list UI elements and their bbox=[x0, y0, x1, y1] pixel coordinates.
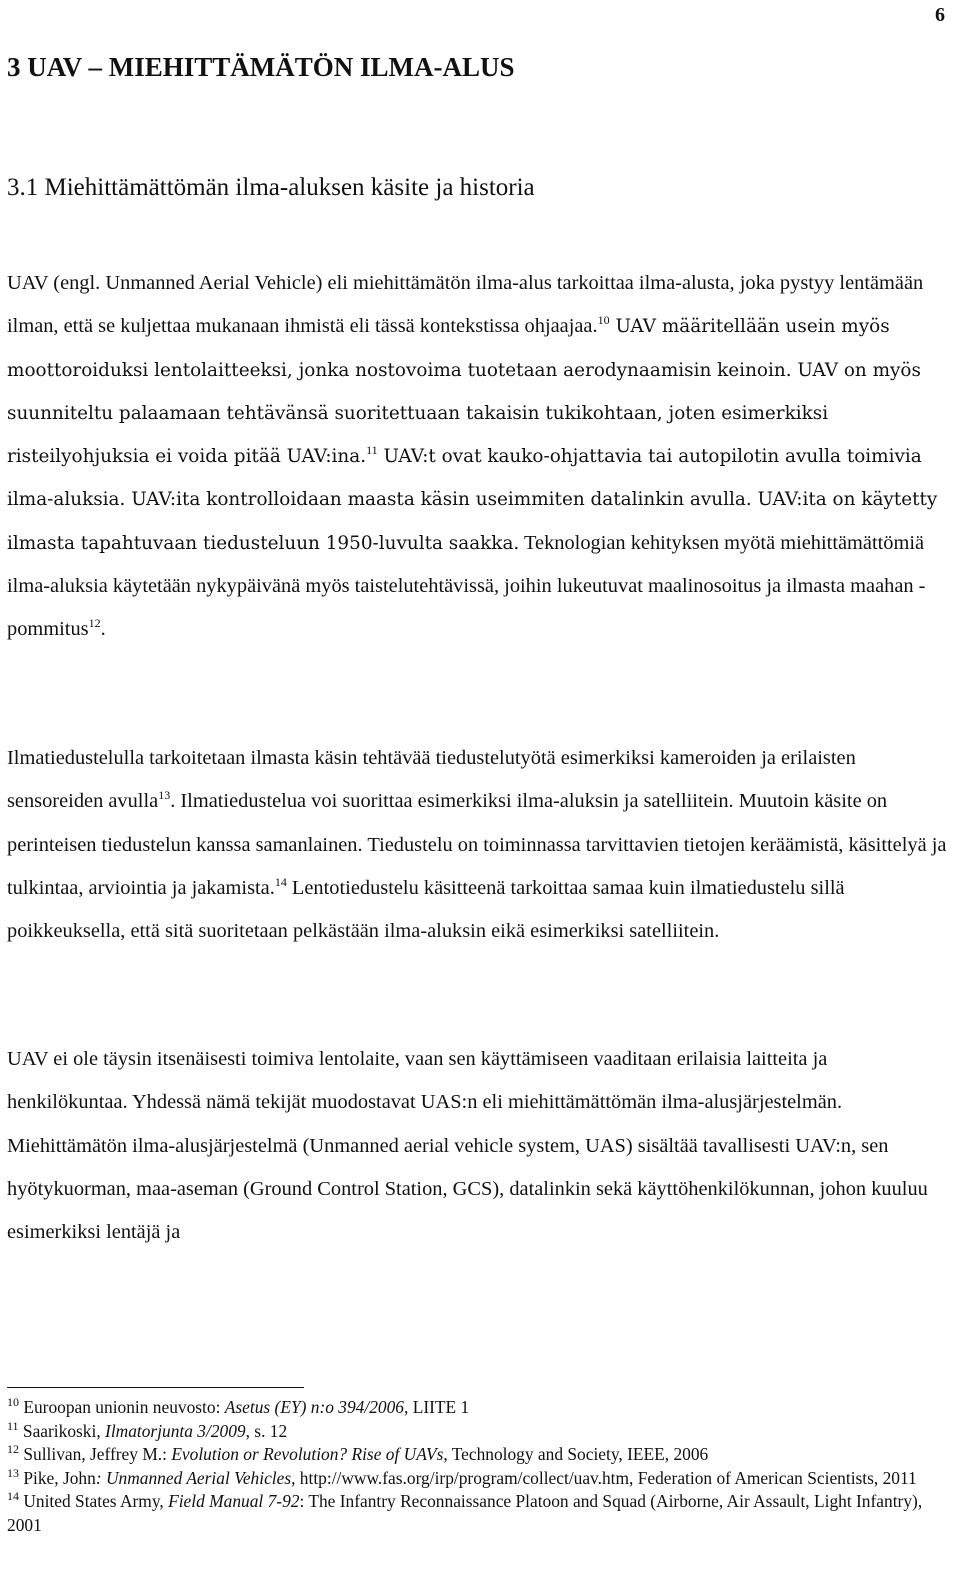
chapter-heading: 3 UAV – MIEHITTÄMÄTÖN ILMA-ALUS bbox=[7, 52, 515, 82]
page-number: 6 bbox=[935, 4, 945, 26]
paragraph-2 bbox=[7, 737, 947, 953]
paragraph-1-text-e: . bbox=[100, 618, 106, 641]
footnote-text: Pike, John bbox=[19, 1467, 96, 1488]
paragraph-2-text-b: . Ilmatiedustelua voi suorittaa esimerkiksi ilma-aluksin ja satelliitein. Muutoin käsite on perinteisen tiedustelun kanssa samanlainen. Tiedustelu on toiminnassa tarvittavien tietojen keräämistä, käsittelyä ja tulkintaa, arviointia ja jakamista. bbox=[7, 790, 947, 899]
footnotes bbox=[7, 1396, 937, 1538]
footnote-number: 14 bbox=[7, 1489, 19, 1504]
footnote-title: Field Manual 7-92 bbox=[168, 1491, 300, 1512]
footnote-text: , s. 12 bbox=[245, 1420, 288, 1441]
paragraph-1-text-d: Teknologian kehityksen myötä miehittämättömiä ilma-aluksia käytetään nykypäivänä myös taistelutehtävissä, joihin lukeutuvat maalinosoitus ja ilmasta maahan -pommitus bbox=[7, 531, 926, 641]
paragraph-3: UAV ei ole täysin itsenäisesti toimiva lentolaite, vaan sen käyttämiseen vaaditaan erilaisia laitteita ja henkilökuntaa. Yhdessä nämä tekijät muodostavat UAS:n eli miehittämättömän ilma-alusjärjestelmän. Miehittämätön ilma-alusjärjestelmä (Unmanned aerial vehicle system, UAS) sisältää tavallisesti UAV:n, sen hyötykuorman, maa-aseman (Ground Control Station, GCS), datalinkin sekä käyttöhenkilökunnan, johon kuuluu esimerkiksi lentäjä ja bbox=[7, 1048, 928, 1244]
footnote-title: : Unmanned Aerial Vehicles bbox=[95, 1467, 292, 1488]
footnote-separator bbox=[7, 1387, 304, 1388]
footnote-text: Euroopan unionin neuvosto: bbox=[19, 1397, 225, 1417]
footnote-13 bbox=[7, 1467, 937, 1491]
footnote-11 bbox=[7, 1420, 937, 1444]
footnote-number: 10 bbox=[7, 1395, 19, 1410]
footnote-text: : The Infantry Reconnaissance Platoon and Squad (Airborne, Air Assault, Light Infantry), 2001 bbox=[7, 1491, 923, 1535]
footnote-text: , http://www.fas.org/irp/program/collect/uav.htm, Federation of American Scientists, 2011 bbox=[291, 1467, 917, 1488]
footnote-ref-10[interactable]: 10 bbox=[597, 313, 610, 328]
footnote-text: Saarikoski, bbox=[18, 1420, 106, 1441]
paragraph-1-text-b: UAV määritellään usein myös moottoroiduksi lentolaitteeksi, jonka nostovoima tuotetaan aerodynaamisin keinoin. UAV on myös suunniteltu palaamaan tehtävänsä suoritettuaan takaisin tukikohtaan, joten esimerkiksi risteilyohjuksia ei voida pitää UAV:ina. bbox=[7, 316, 921, 468]
footnote-text: , LIITE 1 bbox=[404, 1397, 470, 1417]
paragraph-2-text-a: Ilmatiedustelulla tarkoitetaan ilmasta käsin tehtävää tiedustelutyötä esimerkiksi kameroiden ja erilaisten sensoreiden avulla bbox=[7, 747, 856, 813]
footnote-text: United States Army, bbox=[19, 1491, 169, 1512]
footnote-text: Sullivan, Jeffrey M.: bbox=[19, 1444, 172, 1465]
footnote-number: 11 bbox=[7, 1418, 19, 1433]
section-heading: 3.1 Miehittämättömän ilma-aluksen käsite ja historia bbox=[7, 174, 535, 201]
footnote-text: , Technology and Society, IEEE, 2006 bbox=[443, 1444, 709, 1465]
paragraph-1-text-a: UAV (engl. Unmanned Aerial Vehicle) eli miehittämätön ilma-alus tarkoittaa ilma-alusta, joka pystyy lentämään ilman, että se kuljettaa mukanaan ihmistä eli tässä kontekstissa ohjaajaa. bbox=[7, 272, 924, 338]
footnote-ref-12[interactable]: 12 bbox=[88, 616, 101, 631]
paragraph-2-text-c: Lentotiedustelu käsitteenä tarkoittaa samaa kuin ilmatiedustelu sillä poikkeuksella, että sitä suoritetaan pelkästään ilma-aluksin eikä esimerkiksi satelliitein. bbox=[7, 876, 845, 943]
footnote-title: Asetus (EY) n:o 394/2006 bbox=[224, 1397, 404, 1417]
footnote-title: Evolution or Revolution? Rise of UAVs bbox=[171, 1444, 444, 1465]
footnote-ref-13[interactable]: 13 bbox=[158, 788, 171, 803]
footnote-number: 12 bbox=[7, 1442, 19, 1457]
paragraph-1-text-c: UAV:t ovat kauko-ohjattavia tai autopilotin avulla toimivia ilma-aluksia. UAV:ita kontrolloidaan maasta käsin useimmiten datalinkin avulla. UAV:ita on käytetty ilmasta tapahtuvaan tiedusteluun 1950-luvulta saakka. bbox=[7, 446, 938, 554]
paragraph-1 bbox=[7, 262, 947, 652]
footnote-12 bbox=[7, 1443, 937, 1467]
footnote-title: Ilmatorjunta 3/2009 bbox=[105, 1420, 246, 1441]
footnote-10 bbox=[7, 1396, 937, 1420]
footnote-14 bbox=[7, 1490, 937, 1537]
footnote-number: 13 bbox=[7, 1465, 19, 1480]
footnote-ref-14[interactable]: 14 bbox=[274, 875, 287, 890]
footnote-ref-11[interactable]: 11 bbox=[366, 443, 378, 458]
